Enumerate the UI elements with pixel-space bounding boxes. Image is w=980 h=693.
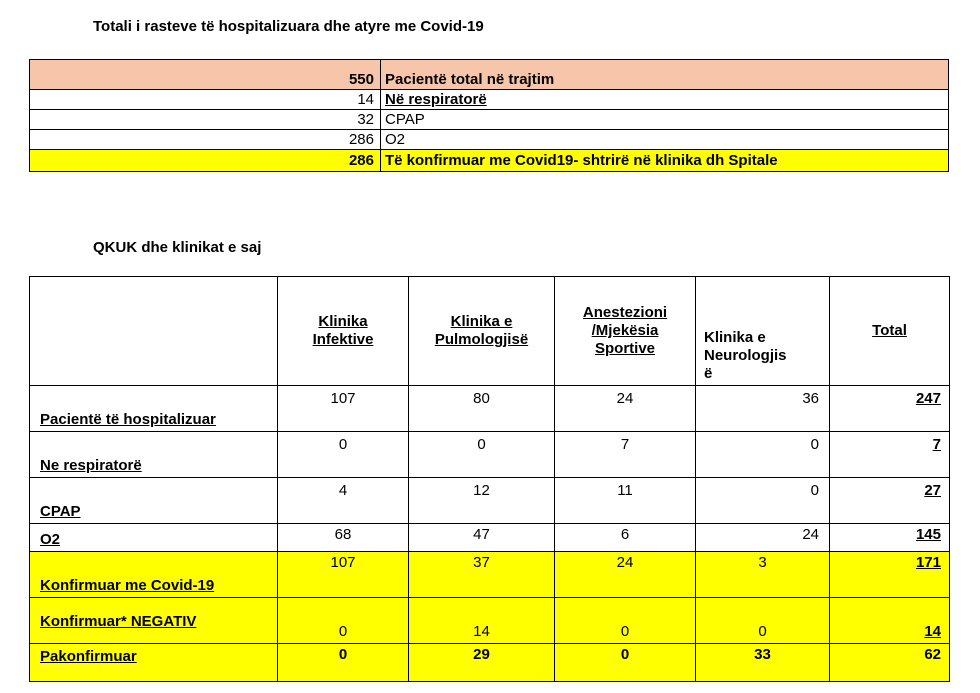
cell-pulmologjise: 29 xyxy=(409,644,555,682)
cell-anestezioni: 0 xyxy=(555,598,696,644)
cell-total: 247 xyxy=(830,386,950,432)
row-label: Pacientë të hospitalizuar xyxy=(30,386,278,432)
summary-label: Në respiratorë xyxy=(381,90,949,110)
summary-row-confirmed xyxy=(30,150,949,172)
header-neurologjise: Klinika e Neurologjis ë xyxy=(696,277,830,386)
summary-row-respirator xyxy=(30,90,949,110)
cell-neurologjise: 0 xyxy=(696,598,830,644)
row-label: Ne respiratorë xyxy=(30,432,278,478)
summary-row-total xyxy=(30,70,949,90)
cell-infektive: 0 xyxy=(278,598,409,644)
table-row xyxy=(30,478,950,524)
cell-total: 7 xyxy=(830,432,950,478)
summary-label: Të konfirmuar me Covid19- shtrirë në klinika dh Spitale xyxy=(381,150,949,172)
summary-label: O2 xyxy=(381,130,949,150)
cell-pulmologjise: 80 xyxy=(409,386,555,432)
cell-total: 27 xyxy=(830,478,950,524)
row-label: Pakonfirmuar xyxy=(30,644,278,682)
summary-value: 550 xyxy=(30,70,381,90)
cell-neurologjise: 33 xyxy=(696,644,830,682)
header-empty-cell xyxy=(30,277,278,386)
summary-value: 14 xyxy=(30,90,381,110)
cell-infektive: 0 xyxy=(278,432,409,478)
header-pulmologjise: Klinika e Pulmologjisë xyxy=(409,277,555,386)
summary-label: CPAP xyxy=(381,110,949,130)
summary-label: Pacientë total në trajtim xyxy=(381,70,949,90)
cell-pulmologjise: 37 xyxy=(409,552,555,598)
table-row xyxy=(30,552,950,598)
cell-anestezioni: 24 xyxy=(555,386,696,432)
cell-neurologjise: 36 xyxy=(696,386,830,432)
cell-anestezioni: 6 xyxy=(555,524,696,552)
cell-neurologjise: 0 xyxy=(696,432,830,478)
cell-pulmologjise: 12 xyxy=(409,478,555,524)
clinics-table xyxy=(29,276,950,682)
header-total: Total xyxy=(830,277,950,386)
cell-anestezioni: 7 xyxy=(555,432,696,478)
qkuk-title: QKUK dhe klinikat e saj xyxy=(93,239,262,256)
cell-pulmologjise: 47 xyxy=(409,524,555,552)
cell-infektive: 107 xyxy=(278,552,409,598)
cell-infektive: 0 xyxy=(278,644,409,682)
cell-total: 171 xyxy=(830,552,950,598)
summary-value: 286 xyxy=(30,130,381,150)
summary-row-o2 xyxy=(30,130,949,150)
row-label: CPAP xyxy=(30,478,278,524)
table-row xyxy=(30,432,950,478)
summary-value: 286 xyxy=(30,150,381,172)
summary-value: 32 xyxy=(30,110,381,130)
header-row xyxy=(30,277,950,386)
row-label: O2 xyxy=(30,524,278,552)
header-infektive: Klinika Infektive xyxy=(278,277,409,386)
cell-pulmologjise: 0 xyxy=(409,432,555,478)
cell-neurologjise: 0 xyxy=(696,478,830,524)
summary-row-cpap xyxy=(30,110,949,130)
cell-infektive: 4 xyxy=(278,478,409,524)
cell-pulmologjise: 14 xyxy=(409,598,555,644)
cell-anestezioni: 24 xyxy=(555,552,696,598)
cell-anestezioni: 0 xyxy=(555,644,696,682)
table-row xyxy=(30,524,950,552)
cell-neurologjise: 24 xyxy=(696,524,830,552)
table-row xyxy=(30,598,950,644)
header-anestezioni: Anestezioni /Mjekësia Sportive xyxy=(555,277,696,386)
cell-total: 145 xyxy=(830,524,950,552)
summary-table xyxy=(29,59,949,172)
cell-infektive: 68 xyxy=(278,524,409,552)
row-label: Konfirmuar me Covid-19 xyxy=(30,552,278,598)
cell-neurologjise: 3 xyxy=(696,552,830,598)
cell-anestezioni: 11 xyxy=(555,478,696,524)
cell-infektive: 107 xyxy=(278,386,409,432)
cell-total: 62 xyxy=(830,644,950,682)
cell-total: 14 xyxy=(830,598,950,644)
summary-title: Totali i rasteve të hospitalizuara dhe atyre me Covid-19 xyxy=(93,18,484,35)
table-row xyxy=(30,644,950,682)
row-label: Konfirmuar* NEGATIV xyxy=(30,598,278,644)
table-row xyxy=(30,386,950,432)
